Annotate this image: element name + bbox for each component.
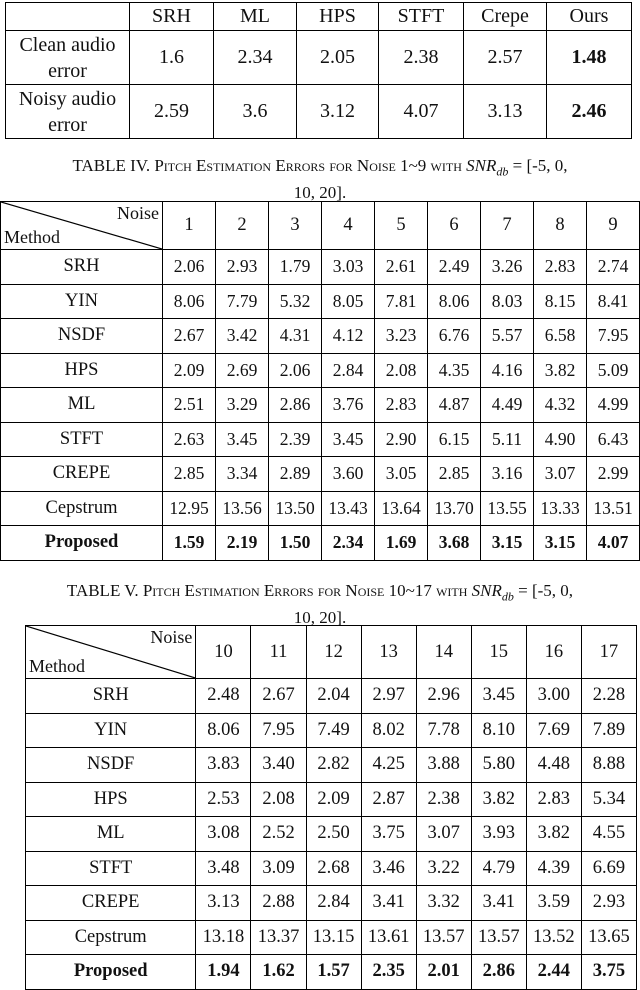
table-cell: 13.51 xyxy=(587,491,640,526)
table-cell: 1.59 xyxy=(163,526,216,561)
caption-text: TABLE IV. Pitch Estimation Errors for Noise 1~9 with $SNR_{db} = [-5$, 0, xyxy=(72,156,568,179)
table-cell: 6.43 xyxy=(587,422,640,457)
table-row xyxy=(26,713,637,748)
table-cell: 2.38 xyxy=(379,31,464,85)
table-cell: 2.05 xyxy=(297,31,379,85)
row-label xyxy=(6,85,130,139)
table-cell: 4.31 xyxy=(269,319,322,354)
table-cell: 8.15 xyxy=(534,284,587,319)
method-name: STFT xyxy=(1,422,163,457)
table-cell: 2.85 xyxy=(163,457,216,492)
table-cell: 2.44 xyxy=(526,955,581,990)
table-cell: 13.15 xyxy=(306,920,361,955)
column-header: 1 xyxy=(163,202,216,250)
table-cell: 4.39 xyxy=(526,851,581,886)
table-cell: 4.32 xyxy=(534,388,587,423)
table-cell: 2.88 xyxy=(251,886,306,921)
table-cell: 12.95 xyxy=(163,491,216,526)
table-cell: 1.62 xyxy=(251,955,306,990)
table-cell: 3.00 xyxy=(526,679,581,714)
table-cell: 4.90 xyxy=(534,422,587,457)
table-cell: 2.93 xyxy=(581,886,636,921)
table-row xyxy=(1,388,640,423)
table-cell: 7.95 xyxy=(251,713,306,748)
column-header: STFT xyxy=(379,3,464,31)
table-row xyxy=(26,886,637,921)
column-header: 6 xyxy=(428,202,481,250)
table-cell: 2.99 xyxy=(587,457,640,492)
column-header: 9 xyxy=(587,202,640,250)
row-label-line: error xyxy=(48,113,87,136)
table-cell: 2.06 xyxy=(163,250,216,285)
table-cell: 2.50 xyxy=(306,817,361,852)
table-cell: 7.89 xyxy=(581,713,636,748)
column-header: Ours xyxy=(547,3,632,31)
table-cell: 2.96 xyxy=(416,679,471,714)
table-cell: 6.69 xyxy=(581,851,636,886)
column-header: SRH xyxy=(130,3,214,31)
table-row xyxy=(26,817,637,852)
table-cell: 2.63 xyxy=(163,422,216,457)
table-cell: 2.57 xyxy=(464,31,547,85)
table-cell: 2.68 xyxy=(306,851,361,886)
table-cell: 2.69 xyxy=(216,353,269,388)
column-header: 5 xyxy=(375,202,428,250)
corner-method-label: Method xyxy=(29,656,85,676)
table-cell: 5.57 xyxy=(481,319,534,354)
table-cell: 3.59 xyxy=(526,886,581,921)
table-cell: 4.79 xyxy=(471,851,526,886)
method-name: YIN xyxy=(1,284,163,319)
table-cell: 3.15 xyxy=(534,526,587,561)
table-cell: 2.08 xyxy=(375,353,428,388)
table-cell: 2.87 xyxy=(361,782,416,817)
table-cell: 8.06 xyxy=(196,713,251,748)
table-cell: 7.79 xyxy=(216,284,269,319)
table-cell: 8.05 xyxy=(322,284,375,319)
table-cell: 4.48 xyxy=(526,748,581,783)
column-header: 17 xyxy=(581,626,636,679)
table-cell: 2.34 xyxy=(214,31,297,85)
table-cell: 3.42 xyxy=(216,319,269,354)
header-row xyxy=(26,626,637,679)
table-cell: 3.05 xyxy=(375,457,428,492)
table-cell: 7.81 xyxy=(375,284,428,319)
table-cell: 2.84 xyxy=(322,353,375,388)
table-cell: 3.82 xyxy=(471,782,526,817)
table-cell: 4.99 xyxy=(587,388,640,423)
table-cell: 3.75 xyxy=(361,817,416,852)
table-cell: 13.50 xyxy=(269,491,322,526)
table-cell: 13.56 xyxy=(216,491,269,526)
column-header: 4 xyxy=(322,202,375,250)
table-cell: 2.83 xyxy=(526,782,581,817)
table-cell: 2.59 xyxy=(130,85,214,139)
table-cell: 2.19 xyxy=(216,526,269,561)
table-cell: 3.34 xyxy=(216,457,269,492)
table-cell: 3.68 xyxy=(428,526,481,561)
table-cell: 2.86 xyxy=(269,388,322,423)
table-cell: 3.76 xyxy=(322,388,375,423)
column-header: 11 xyxy=(251,626,306,679)
caption-line2: 10, 20]. xyxy=(293,608,347,628)
table-row xyxy=(26,748,637,783)
table-iv xyxy=(0,201,640,561)
table-cell: 6.76 xyxy=(428,319,481,354)
table-cell: 3.03 xyxy=(322,250,375,285)
table-cell: 3.07 xyxy=(416,817,471,852)
table-cell: 13.37 xyxy=(251,920,306,955)
table-cell: 4.07 xyxy=(587,526,640,561)
table-v xyxy=(25,625,637,990)
table-cell: 4.35 xyxy=(428,353,481,388)
table-cell: 3.41 xyxy=(361,886,416,921)
row-label xyxy=(6,31,130,85)
method-name: CREPE xyxy=(1,457,163,492)
table-cell: 13.57 xyxy=(416,920,471,955)
method-name: SRH xyxy=(1,250,163,285)
method-name: HPS xyxy=(1,353,163,388)
table-cell: 5.09 xyxy=(587,353,640,388)
table-cell: 13.65 xyxy=(581,920,636,955)
table-cell: 4.49 xyxy=(481,388,534,423)
header-row xyxy=(6,3,632,31)
table-cell: 1.6 xyxy=(130,31,214,85)
method-name: Proposed xyxy=(1,526,163,561)
table-cell: 7.95 xyxy=(587,319,640,354)
table-cell: 6.15 xyxy=(428,422,481,457)
method-name: Cepstrum xyxy=(26,920,196,955)
table-row xyxy=(26,679,637,714)
table-cell: 2.74 xyxy=(587,250,640,285)
table-cell: 1.57 xyxy=(306,955,361,990)
table-cell: 7.69 xyxy=(526,713,581,748)
table-cell: 3.93 xyxy=(471,817,526,852)
table-cell: 3.07 xyxy=(534,457,587,492)
table-cell: 3.82 xyxy=(534,353,587,388)
column-header: Crepe xyxy=(464,3,547,31)
table-cell: 4.07 xyxy=(379,85,464,139)
column-header: 15 xyxy=(471,626,526,679)
table-cell: 13.64 xyxy=(375,491,428,526)
corner-noise-label: Noise xyxy=(117,203,159,223)
method-name: CREPE xyxy=(26,886,196,921)
column-header: 3 xyxy=(269,202,322,250)
table-cell: 3.60 xyxy=(322,457,375,492)
table-cell: 13.43 xyxy=(322,491,375,526)
table-cell: 8.41 xyxy=(587,284,640,319)
diagonal-header-cell xyxy=(26,626,196,679)
method-name: SRH xyxy=(26,679,196,714)
table-cell: 2.04 xyxy=(306,679,361,714)
method-name: Proposed xyxy=(26,955,196,990)
table-cell: 3.45 xyxy=(322,422,375,457)
table-cell: 2.83 xyxy=(375,388,428,423)
row-label-line: Clean audio xyxy=(19,33,116,56)
table-cell: 2.51 xyxy=(163,388,216,423)
table-cell: 4.16 xyxy=(481,353,534,388)
method-name: STFT xyxy=(26,851,196,886)
table-cell: 13.61 xyxy=(361,920,416,955)
table-row xyxy=(26,920,637,955)
table-cell: 2.67 xyxy=(163,319,216,354)
table-cell: 3.29 xyxy=(216,388,269,423)
table-row xyxy=(1,491,640,526)
table-cell: 3.88 xyxy=(416,748,471,783)
table-cell: 13.70 xyxy=(428,491,481,526)
column-header: 14 xyxy=(416,626,471,679)
table-row xyxy=(6,31,632,85)
table-cell: 1.79 xyxy=(269,250,322,285)
table-cell: 5.80 xyxy=(471,748,526,783)
table-cell: 2.28 xyxy=(581,679,636,714)
table-cell: 13.52 xyxy=(526,920,581,955)
table-row xyxy=(1,526,640,561)
method-name: ML xyxy=(1,388,163,423)
column-header: 16 xyxy=(526,626,581,679)
table-cell: 1.94 xyxy=(196,955,251,990)
table-cell: 2.48 xyxy=(196,679,251,714)
table-cell: 2.86 xyxy=(471,955,526,990)
table-v-caption xyxy=(0,580,640,629)
table-cell: 5.34 xyxy=(581,782,636,817)
table-cell: 3.15 xyxy=(481,526,534,561)
table-cell: 2.38 xyxy=(416,782,471,817)
table-cell: 3.32 xyxy=(416,886,471,921)
table-cell: 8.02 xyxy=(361,713,416,748)
column-header: 12 xyxy=(306,626,361,679)
table-cell: 13.57 xyxy=(471,920,526,955)
table-cell: 2.52 xyxy=(251,817,306,852)
table-cell: 3.13 xyxy=(464,85,547,139)
table-cell: 2.97 xyxy=(361,679,416,714)
table-cell: 3.75 xyxy=(581,955,636,990)
table-cell: 8.03 xyxy=(481,284,534,319)
caption-text: TABLE V. Pitch Estimation Errors for Noise 10~17 with $SNR_{db} = [-5$, 0, xyxy=(66,581,574,604)
table-cell: 2.09 xyxy=(306,782,361,817)
table-cell: 3.82 xyxy=(526,817,581,852)
table-cell: 13.18 xyxy=(196,920,251,955)
table-cell: 4.87 xyxy=(428,388,481,423)
table-cell: 2.84 xyxy=(306,886,361,921)
corner-method-label: Method xyxy=(4,227,60,247)
table-cell: 3.08 xyxy=(196,817,251,852)
table-cell: 2.89 xyxy=(269,457,322,492)
summary-error-table xyxy=(5,2,632,139)
column-header: 13 xyxy=(361,626,416,679)
table-cell: 3.45 xyxy=(471,679,526,714)
table-cell: 3.12 xyxy=(297,85,379,139)
table-cell: 7.78 xyxy=(416,713,471,748)
table-row xyxy=(1,457,640,492)
column-header: 2 xyxy=(216,202,269,250)
table-cell: 2.82 xyxy=(306,748,361,783)
table-cell: 2.90 xyxy=(375,422,428,457)
corner-cell xyxy=(6,3,130,31)
table-cell: 8.06 xyxy=(428,284,481,319)
table-cell: 2.08 xyxy=(251,782,306,817)
table-cell: 7.49 xyxy=(306,713,361,748)
method-name: HPS xyxy=(26,782,196,817)
caption-line2: 10, 20]. xyxy=(293,183,347,203)
column-header: 10 xyxy=(196,626,251,679)
table-cell: 5.32 xyxy=(269,284,322,319)
table-cell: 3.40 xyxy=(251,748,306,783)
table-cell: 6.58 xyxy=(534,319,587,354)
row-label-line: Noisy audio xyxy=(18,87,117,110)
table-cell: 3.45 xyxy=(216,422,269,457)
table-cell: 13.55 xyxy=(481,491,534,526)
table-row xyxy=(1,250,640,285)
table-cell: 3.22 xyxy=(416,851,471,886)
table-row xyxy=(6,85,632,139)
method-name: ML xyxy=(26,817,196,852)
table-cell: 2.53 xyxy=(196,782,251,817)
table-cell: 2.85 xyxy=(428,457,481,492)
table-cell: 8.88 xyxy=(581,748,636,783)
table-cell: 4.55 xyxy=(581,817,636,852)
table-cell: 3.16 xyxy=(481,457,534,492)
table-row xyxy=(26,955,637,990)
table-cell: 2.34 xyxy=(322,526,375,561)
table-cell: 3.26 xyxy=(481,250,534,285)
column-header: 8 xyxy=(534,202,587,250)
diagonal-header-cell xyxy=(1,202,163,250)
column-header: ML xyxy=(214,3,297,31)
table-cell: 2.09 xyxy=(163,353,216,388)
table-cell: 13.33 xyxy=(534,491,587,526)
table-cell: 2.46 xyxy=(547,85,632,139)
table-cell: 2.06 xyxy=(269,353,322,388)
table-cell: 3.41 xyxy=(471,886,526,921)
table-iv-caption xyxy=(0,155,640,204)
table-cell: 3.48 xyxy=(196,851,251,886)
corner-noise-label: Noise xyxy=(150,627,193,647)
table-row xyxy=(26,782,637,817)
table-cell: 2.67 xyxy=(251,679,306,714)
table-cell: 4.12 xyxy=(322,319,375,354)
table-cell: 3.83 xyxy=(196,748,251,783)
table-row xyxy=(1,422,640,457)
table-cell: 3.13 xyxy=(196,886,251,921)
table-cell: 2.49 xyxy=(428,250,481,285)
table-cell: 3.09 xyxy=(251,851,306,886)
table-cell: 4.25 xyxy=(361,748,416,783)
table-cell: 2.83 xyxy=(534,250,587,285)
column-header: 7 xyxy=(481,202,534,250)
method-name: YIN xyxy=(26,713,196,748)
method-name: NSDF xyxy=(26,748,196,783)
table-cell: 3.46 xyxy=(361,851,416,886)
table-cell: 1.50 xyxy=(269,526,322,561)
header-row xyxy=(1,202,640,250)
table-cell: 1.48 xyxy=(547,31,632,85)
table-row xyxy=(1,319,640,354)
column-header: HPS xyxy=(297,3,379,31)
table-row xyxy=(26,851,637,886)
row-label-line: error xyxy=(48,59,87,82)
table-cell: 8.06 xyxy=(163,284,216,319)
table-cell: 8.10 xyxy=(471,713,526,748)
method-name: NSDF xyxy=(1,319,163,354)
table-cell: 2.61 xyxy=(375,250,428,285)
method-name: Cepstrum xyxy=(1,491,163,526)
table-row xyxy=(1,284,640,319)
table-cell: 2.01 xyxy=(416,955,471,990)
table-cell: 3.6 xyxy=(214,85,297,139)
table-cell: 3.23 xyxy=(375,319,428,354)
table-cell: 5.11 xyxy=(481,422,534,457)
table-cell: 1.69 xyxy=(375,526,428,561)
table-cell: 2.39 xyxy=(269,422,322,457)
table-cell: 2.35 xyxy=(361,955,416,990)
table-cell: 2.93 xyxy=(216,250,269,285)
table-row xyxy=(1,353,640,388)
